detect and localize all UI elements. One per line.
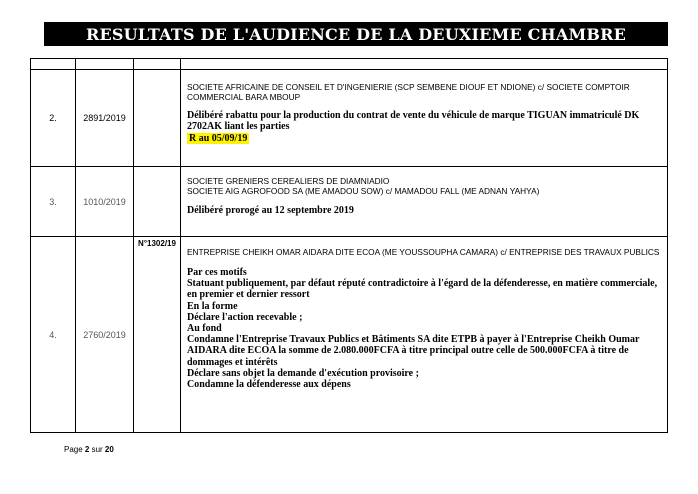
judgment-reference — [134, 167, 181, 237]
decision-line: Statuant publiquement, par défaut réputé contradictoire à l'égard de la défenderesse, en matière commerciale, en premier et dernier ressort — [187, 278, 658, 301]
decision-text: Délibéré prorogé au 12 septembre 2019 — [187, 205, 354, 216]
results-table — [30, 58, 668, 433]
parties-text: SOCIETE GRENIERS CEREALIERS DE DIAMNIADIO — [187, 176, 390, 186]
row-number: 2. — [31, 70, 76, 167]
case-details — [181, 237, 668, 433]
decision-line: Condamne l'Entreprise Travaux Publics et Bâtiments SA dite ETPB à payer à l'Entreprise Cheikh Oumar AIDARA dite ECOA la somme de 2.080.000FCFA à titre principal outre celle de 500.000FCFA à titre de dommages et intérêts — [187, 334, 640, 368]
case-details — [181, 70, 668, 167]
case-details — [181, 167, 668, 237]
judgment-reference — [134, 70, 181, 167]
decision-text: Délibéré rabattu pour la production du contrat de vente du véhicule de marque TIGUAN immatriculé DK 2702AK liant les parties — [187, 110, 640, 133]
case-number: 2891/2019 — [76, 70, 134, 167]
decision-line: En la forme — [187, 300, 238, 312]
parties-text: SOCIETE AFRICAINE DE CONSEIL ET D'INGENIERIE (SCP SEMBENE DIOUF ET NDIONE) c/ SOCIETE COMPTOIR COMMERCIAL BARA MBOUP — [187, 82, 630, 102]
table-header-spacer-row — [31, 59, 668, 70]
page-banner-title: RESULTATS DE L'AUDIENCE DE LA DEUXIEME CHAMBRE — [44, 22, 668, 46]
judgment-reference: N°1302/19 — [134, 237, 181, 433]
parties-text: ENTREPRISE CHEIKH OMAR AIDARA DITE ECOA (ME YOUSSOUPHA CAMARA) c/ ENTREPRISE DES TRAVAUX PUBLICS — [187, 247, 660, 257]
footer-page-total: 20 — [104, 445, 114, 454]
footer-page-number: 2 — [84, 445, 90, 454]
parties-text: SOCIETE AIG AGROFOOD SA (ME AMADOU SOW) c/ MAMADOU FALL (ME ADNAN YAHYA) — [187, 186, 540, 196]
highlighted-date-text: R au 05/09/19 — [189, 133, 248, 145]
decision-line: Déclare sans objet la demande d'exécution provisoire ; — [187, 367, 419, 379]
table-row — [31, 167, 668, 237]
decision-line: Par ces motifs — [187, 267, 247, 278]
table-row — [31, 70, 668, 167]
page-footer — [64, 445, 114, 454]
decision-line: Déclare l'action recevable ; — [187, 311, 303, 323]
decision-highlight — [187, 133, 661, 144]
footer-prefix: Page — [64, 445, 85, 454]
decision-block — [187, 267, 661, 390]
table-row — [31, 237, 668, 433]
case-number: 1010/2019 — [76, 167, 134, 237]
case-number: 2760/2019 — [76, 237, 134, 433]
row-number: 3. — [31, 167, 76, 237]
decision-line: Condamne la défenderesse aux dépens — [187, 379, 351, 391]
decision-line: Au fond — [187, 323, 222, 335]
row-number: 4. — [31, 237, 76, 433]
footer-middle: sur — [89, 445, 105, 454]
